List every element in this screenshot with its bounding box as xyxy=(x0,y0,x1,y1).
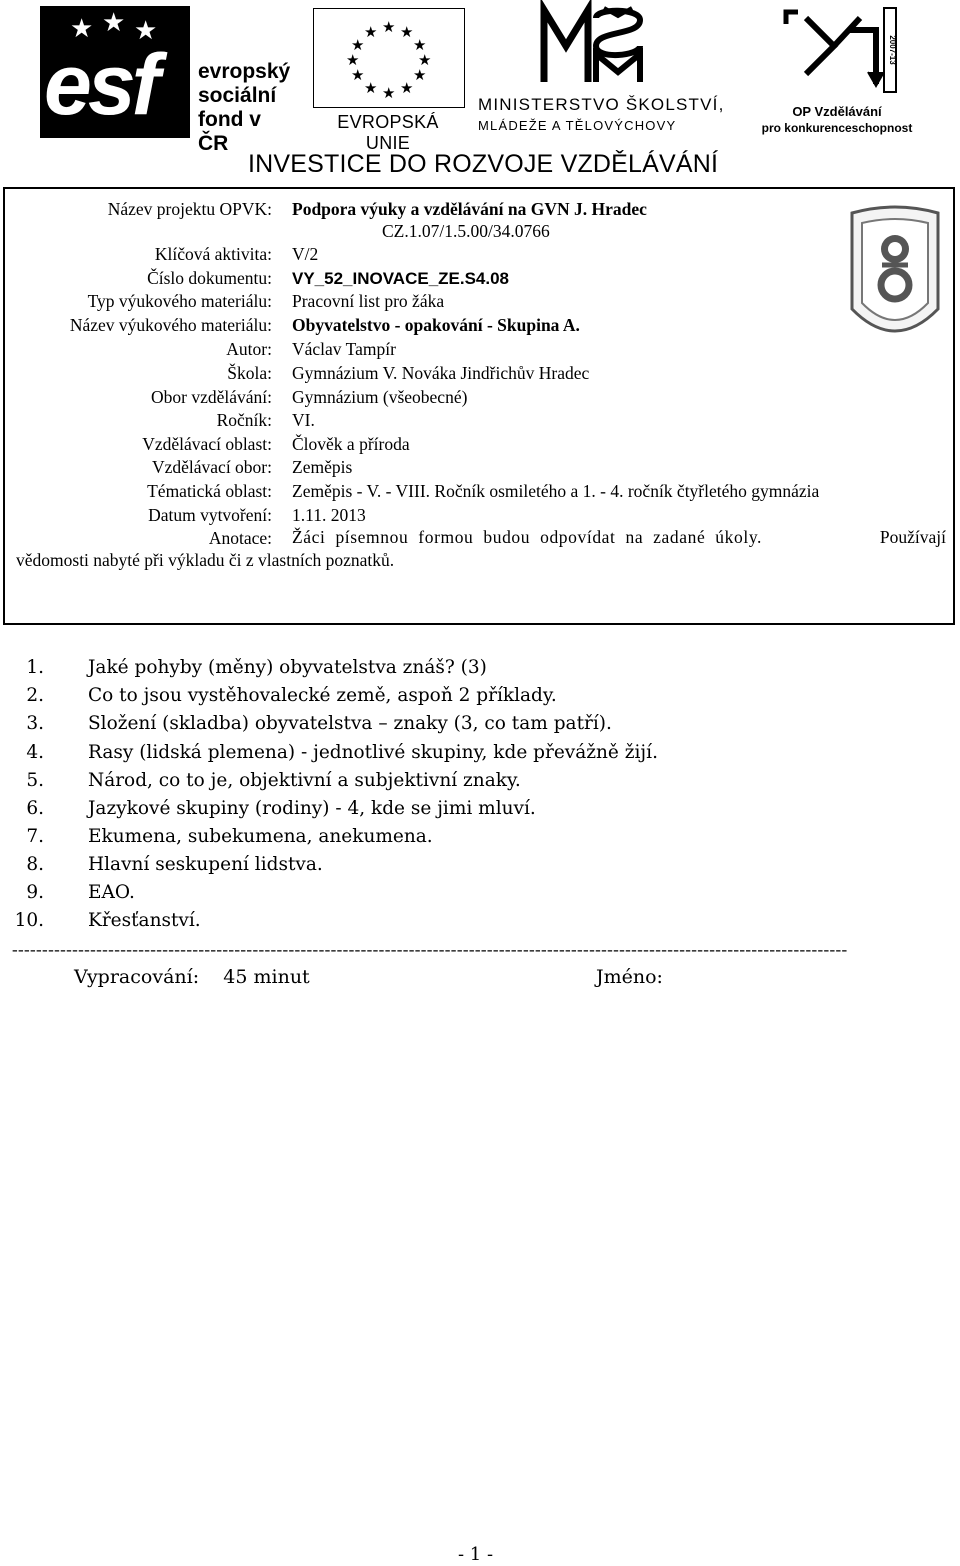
info-value: V/2 xyxy=(292,244,319,264)
info-label: Vzdělávací oblast: xyxy=(142,434,272,454)
info-value: 1.11. 2013 xyxy=(292,505,366,525)
info-value: Pracovní list pro žáka xyxy=(292,291,445,311)
info-row-obor xyxy=(0,386,956,409)
msmt-mark-icon xyxy=(540,6,648,84)
op-text-line2: pro konkurenceschopnost xyxy=(761,121,913,135)
task-text: Složení (skladba) obyvatelstva – znaky (3, co tam patří). xyxy=(88,713,612,734)
info-row-aktivita xyxy=(0,243,956,266)
info-value: CZ.1.07/1.5.00/34.0766 xyxy=(382,221,550,241)
info-label: Název projektu OPVK: xyxy=(107,199,272,219)
task-number: 4. xyxy=(26,742,44,763)
info-row-typ xyxy=(0,290,956,313)
esf-logo-mark xyxy=(40,6,190,138)
info-row-projekt xyxy=(0,198,956,221)
star-icon: ★ xyxy=(102,8,126,37)
info-label: Vzdělávací obor: xyxy=(151,457,272,477)
anotace-text-end: Používají xyxy=(879,527,946,547)
star-icon: ★ xyxy=(382,86,396,102)
eu-text: EVROPSKÁ UNIE xyxy=(337,112,439,153)
msmt-logo xyxy=(478,6,740,134)
info-value: Podpora výuky a vzdělávání na GVN J. Hradec xyxy=(292,199,647,219)
jmeno-label: Jméno: xyxy=(596,966,663,988)
task-number: 7. xyxy=(26,826,44,847)
info-value: VI. xyxy=(292,410,315,430)
anotace-text-line2: vědomosti nabyté při výkladu či z vlastních poznatků. xyxy=(16,550,395,570)
task-text: Křesťanství. xyxy=(88,910,201,931)
task-text: Jazykové skupiny (rodiny) - 4, kde se jimi mluví. xyxy=(88,798,536,819)
eu-flag-icon xyxy=(313,8,465,108)
op-years: 2007-13 xyxy=(888,35,897,65)
info-label: Škola: xyxy=(227,363,272,383)
separator-dashes: ------------------------------------------------------------------------------------------------------------------------------------------- xyxy=(12,940,848,959)
star-icon: ★ xyxy=(364,81,378,97)
task-number: 10. xyxy=(14,910,44,931)
task-number: 1. xyxy=(26,657,44,678)
task-number: 5. xyxy=(26,770,44,791)
info-value: Zeměpis - V. - VIII. Ročník osmiletého a 1. - 4. ročník čtyřletého gymnázia xyxy=(292,481,820,501)
info-value: Člověk a příroda xyxy=(292,434,410,454)
info-label: Typ výukového materiálu: xyxy=(87,291,272,311)
info-value: Gymnázium (všeobecné) xyxy=(292,387,468,407)
info-label: Obor vzdělávání: xyxy=(151,387,272,407)
task-number: 3. xyxy=(26,713,44,734)
star-icon: ★ xyxy=(413,68,427,84)
info-value: VY_52_INOVACE_ZE.S4.08 xyxy=(292,269,510,288)
star-icon: ★ xyxy=(418,53,432,69)
info-row-rocnik xyxy=(0,409,956,432)
task-text: Hlavní seskupení lidstva. xyxy=(88,854,323,875)
info-row-projekt-code xyxy=(0,220,956,243)
task-number: 9. xyxy=(26,882,44,903)
msmt-text-line2: MLÁDEŽE A TĚLOVÝCHOVY xyxy=(478,118,677,133)
task-text: Co to jsou vystěhovalecké země, aspoň 2 příklady. xyxy=(88,685,557,706)
task-number: 6. xyxy=(26,798,44,819)
task-number: 2. xyxy=(26,685,44,706)
star-icon: ★ xyxy=(364,25,378,41)
star-icon: ★ xyxy=(351,68,365,84)
info-row-oblast xyxy=(0,433,956,456)
esf-text-line: sociální xyxy=(198,84,277,107)
task-text: Národ, co to je, objektivní a subjektivní znaky. xyxy=(88,770,521,791)
info-value: Gymnázium V. Nováka Jindřichův Hradec xyxy=(292,363,590,383)
esf-text-line: fond v ČR xyxy=(198,108,261,155)
anotace-text: Žáci písemnou formou budou odpovídat na zadané úkoly. xyxy=(292,527,763,547)
info-value: Obyvatelstvo - opakování - Skupina A. xyxy=(292,315,580,335)
esf-text-line: evropský xyxy=(198,60,291,83)
info-label: Datum vytvoření: xyxy=(148,505,272,525)
task-text: EAO. xyxy=(88,882,135,903)
esf-text xyxy=(198,60,290,156)
info-label: Ročník: xyxy=(216,410,272,430)
task-text: Ekumena, subekumena, anekumena. xyxy=(88,826,433,847)
page-number: - 1 - xyxy=(458,1544,494,1565)
op-logo xyxy=(752,8,922,136)
star-icon: ★ xyxy=(413,38,427,54)
star-icon: ★ xyxy=(70,14,94,43)
info-label: Klíčová aktivita: xyxy=(154,244,272,264)
info-row-datum xyxy=(0,504,956,527)
info-row-dokument xyxy=(0,267,956,290)
op-text-line1: OP Vzdělávání xyxy=(792,104,882,119)
info-label: Tématická oblast: xyxy=(147,481,272,501)
esf-logo xyxy=(40,6,291,155)
info-row-tema xyxy=(0,480,956,503)
info-row-vobor xyxy=(0,456,956,479)
info-label: Anotace: xyxy=(208,528,272,548)
info-value: Zeměpis xyxy=(292,457,353,477)
task-text: Jaké pohyby (měny) obyvatelstva znáš? (3) xyxy=(88,657,487,678)
info-row-nazev xyxy=(0,314,956,337)
star-icon: ★ xyxy=(134,16,158,45)
info-label: Autor: xyxy=(226,339,272,359)
investice-banner: INVESTICE DO ROZVOJE VZDĚLÁVÁNÍ xyxy=(248,150,719,178)
info-label: Číslo dokumentu: xyxy=(147,268,272,288)
info-row-autor xyxy=(0,338,956,361)
task-text: Rasy (lidská plemena) - jednotlivé skupiny, kde převážně žijí. xyxy=(88,742,658,763)
info-value: Václav Tampír xyxy=(292,339,396,359)
star-icon: ★ xyxy=(382,20,396,36)
star-icon: ★ xyxy=(400,25,414,41)
vypracovani-text: Vypracování: 45 minut xyxy=(74,966,310,988)
star-icon: ★ xyxy=(400,81,414,97)
msmt-text-line1: MINISTERSTVO ŠKOLSTVÍ, xyxy=(478,95,725,114)
star-icon: ★ xyxy=(351,38,365,54)
info-row-skola xyxy=(0,362,956,385)
star-icon: ★ xyxy=(346,53,360,69)
info-label: Název výukového materiálu: xyxy=(69,315,272,335)
op-mark-icon xyxy=(776,8,896,92)
esf-letters: esf xyxy=(44,37,157,133)
eu-logo xyxy=(313,8,463,153)
task-number: 8. xyxy=(26,854,44,875)
